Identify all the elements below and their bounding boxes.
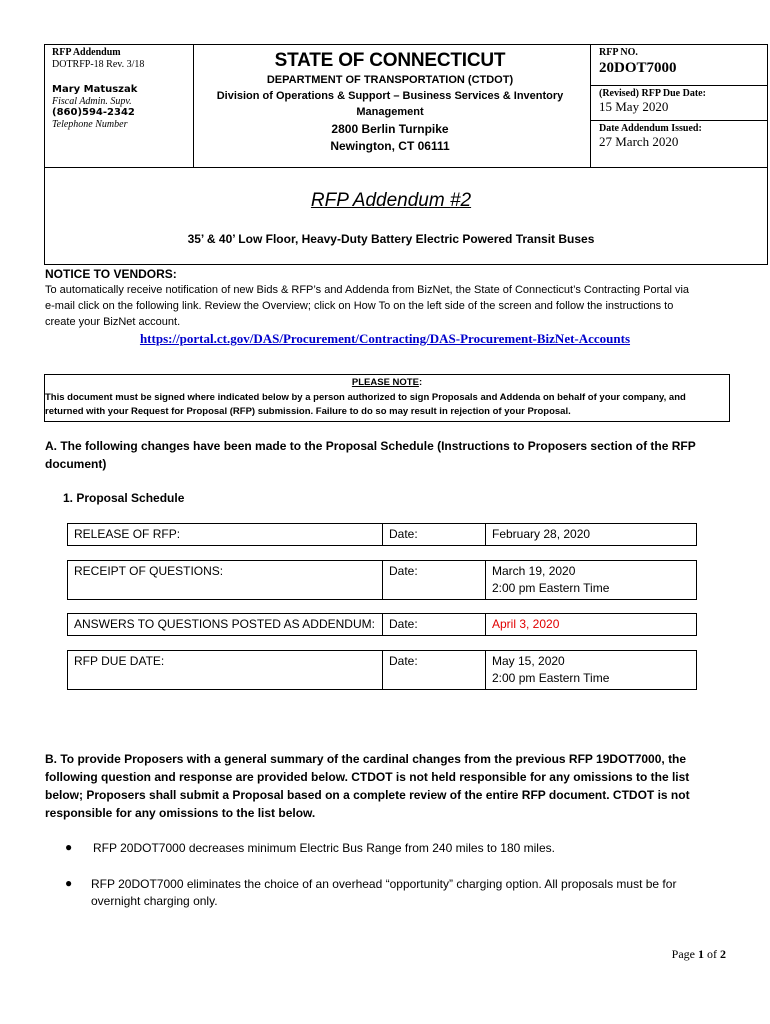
schedule-value-line-1: March 19, 2020 (492, 564, 576, 578)
address-line-1: 2800 Berlin Turnpike (331, 122, 449, 136)
issued-date: 27 March 2020 (599, 134, 679, 149)
division-line-1: Division of Operations & Support – Business Services & Inventory (216, 90, 564, 102)
page-word: Page (671, 947, 698, 961)
rfp-number: 20DOT7000 (599, 60, 677, 76)
biznet-link[interactable]: https://portal.ct.gov/DAS/Procurement/Contracting/DAS-Procurement-BizNet-Accounts (139, 331, 631, 346)
bullet-icon: ● (65, 876, 73, 890)
header-rule-2 (590, 120, 768, 121)
schedule-date-label: Date: (383, 561, 486, 600)
schedule-value-line-1: April 3, 2020 (492, 617, 560, 631)
schedule-value-line-1: February 28, 2020 (492, 527, 591, 541)
due-date-label: (Revised) RFP Due Date: (599, 88, 706, 99)
section-b-line-2: following question and response are provided below. CTDOT is not held responsible for any omissions to the list (45, 770, 690, 784)
schedule-value (486, 524, 697, 546)
please-note-heading (44, 377, 730, 388)
header-rule-1 (590, 85, 768, 86)
schedule-value (486, 614, 697, 636)
contact-phone: (860)594-2342 (52, 107, 135, 118)
schedule-date-label: Date: (383, 524, 486, 546)
page-number: 1 (698, 947, 704, 961)
contact-name: Mary Matuszak (52, 84, 138, 95)
please-note-colon: : (418, 377, 423, 388)
please-note-label: PLEASE NOTE (351, 377, 419, 388)
contact-title: Fiscal Admin. Supv. (52, 96, 132, 107)
schedule-date-label: Date: (383, 614, 486, 636)
division-line-2: Management (356, 106, 424, 118)
schedule-date-label: Date: (383, 651, 486, 690)
schedule-row-answers (67, 613, 697, 636)
notice-line-3: create your BizNet account. (45, 316, 181, 328)
page-of: of (704, 947, 720, 961)
schedule-label: RFP DUE DATE: (68, 651, 383, 690)
section-b-line-3: below; Proposers shall submit a Proposal based on a complete review of the entire RFP document. CTDOT is not (45, 788, 690, 802)
schedule-row-questions (67, 560, 697, 600)
page-footer (640, 947, 726, 962)
form-number: DOTRFP-18 Rev. 3/18 (52, 59, 145, 70)
schedule-row-release (67, 523, 697, 546)
notice-line-2: e-mail click on the following link. Review the Overview; click on How To on the left side of the screen and follow the instructions to (45, 300, 674, 312)
section-b-line-4: responsible for any omissions to the list below. (45, 806, 316, 820)
section-a-line-2: document) (45, 457, 107, 471)
addendum-title: RFP Addendum #2 (310, 190, 472, 211)
department-name: DEPARTMENT OF TRANSPORTATION (CTDOT) (266, 74, 514, 86)
schedule-label: RELEASE OF RFP: (68, 524, 383, 546)
issued-date-label: Date Addendum Issued: (599, 123, 702, 134)
please-note-line-2: returned with your Request for Proposal (RFP) submission. Failure to do so may result in rejection of your Proposal. (45, 406, 571, 417)
header-divider-right (590, 45, 591, 167)
section-a-line-1: A. The following changes have been made to the Proposal Schedule (Instructions to Proposers section of the RFP (45, 439, 696, 453)
bullet-icon: ● (65, 840, 73, 854)
bullet-2-line-1: RFP 20DOT7000 eliminates the choice of an overhead “opportunity” charging option. All proposals must be for (91, 877, 677, 891)
due-date: 15 May 2020 (599, 99, 669, 114)
rfp-subject: 35’ & 40’ Low Floor, Heavy-Duty Battery Electric Powered Transit Buses (187, 232, 595, 246)
bullet-1-text: RFP 20DOT7000 decreases minimum Electric Bus Range from 240 miles to 180 miles. (93, 841, 555, 855)
section-b-line-1: B. To provide Proposers with a general summary of the cardinal changes from the previous RFP 19DOT7000, the (45, 752, 687, 766)
address-line-2: Newington, CT 06111 (330, 139, 450, 153)
notice-heading: NOTICE TO VENDORS: (45, 267, 177, 281)
title-box (44, 168, 768, 265)
form-title: RFP Addendum (52, 47, 121, 58)
schedule-value-line-2: 2:00 pm Eastern Time (492, 671, 610, 685)
proposal-schedule-heading: 1. Proposal Schedule (63, 491, 185, 505)
schedule-value-line-2: 2:00 pm Eastern Time (492, 581, 610, 595)
bullet-2-line-2: overnight charging only. (91, 894, 218, 908)
rfp-no-label: RFP NO. (599, 47, 638, 58)
phone-label: Telephone Number (52, 119, 128, 130)
schedule-row-due (67, 650, 697, 690)
page-total: 2 (720, 947, 726, 961)
schedule-label: ANSWERS TO QUESTIONS POSTED AS ADDENDUM: (68, 614, 383, 636)
schedule-value-line-1: May 15, 2020 (492, 654, 565, 668)
schedule-label: RECEIPT OF QUESTIONS: (68, 561, 383, 600)
schedule-value (486, 561, 697, 600)
please-note-line-1: This document must be signed where indicated below by a person authorized to sign Proposals and Addenda on behalf of your company, and (45, 392, 686, 403)
notice-line-1: To automatically receive notification of new Bids & RFP’s and Addenda from BizNet, the State of Connecticut’s Contracting Portal via (45, 284, 690, 296)
state-title: STATE OF CONNECTICUT (274, 50, 506, 71)
schedule-value (486, 651, 697, 690)
